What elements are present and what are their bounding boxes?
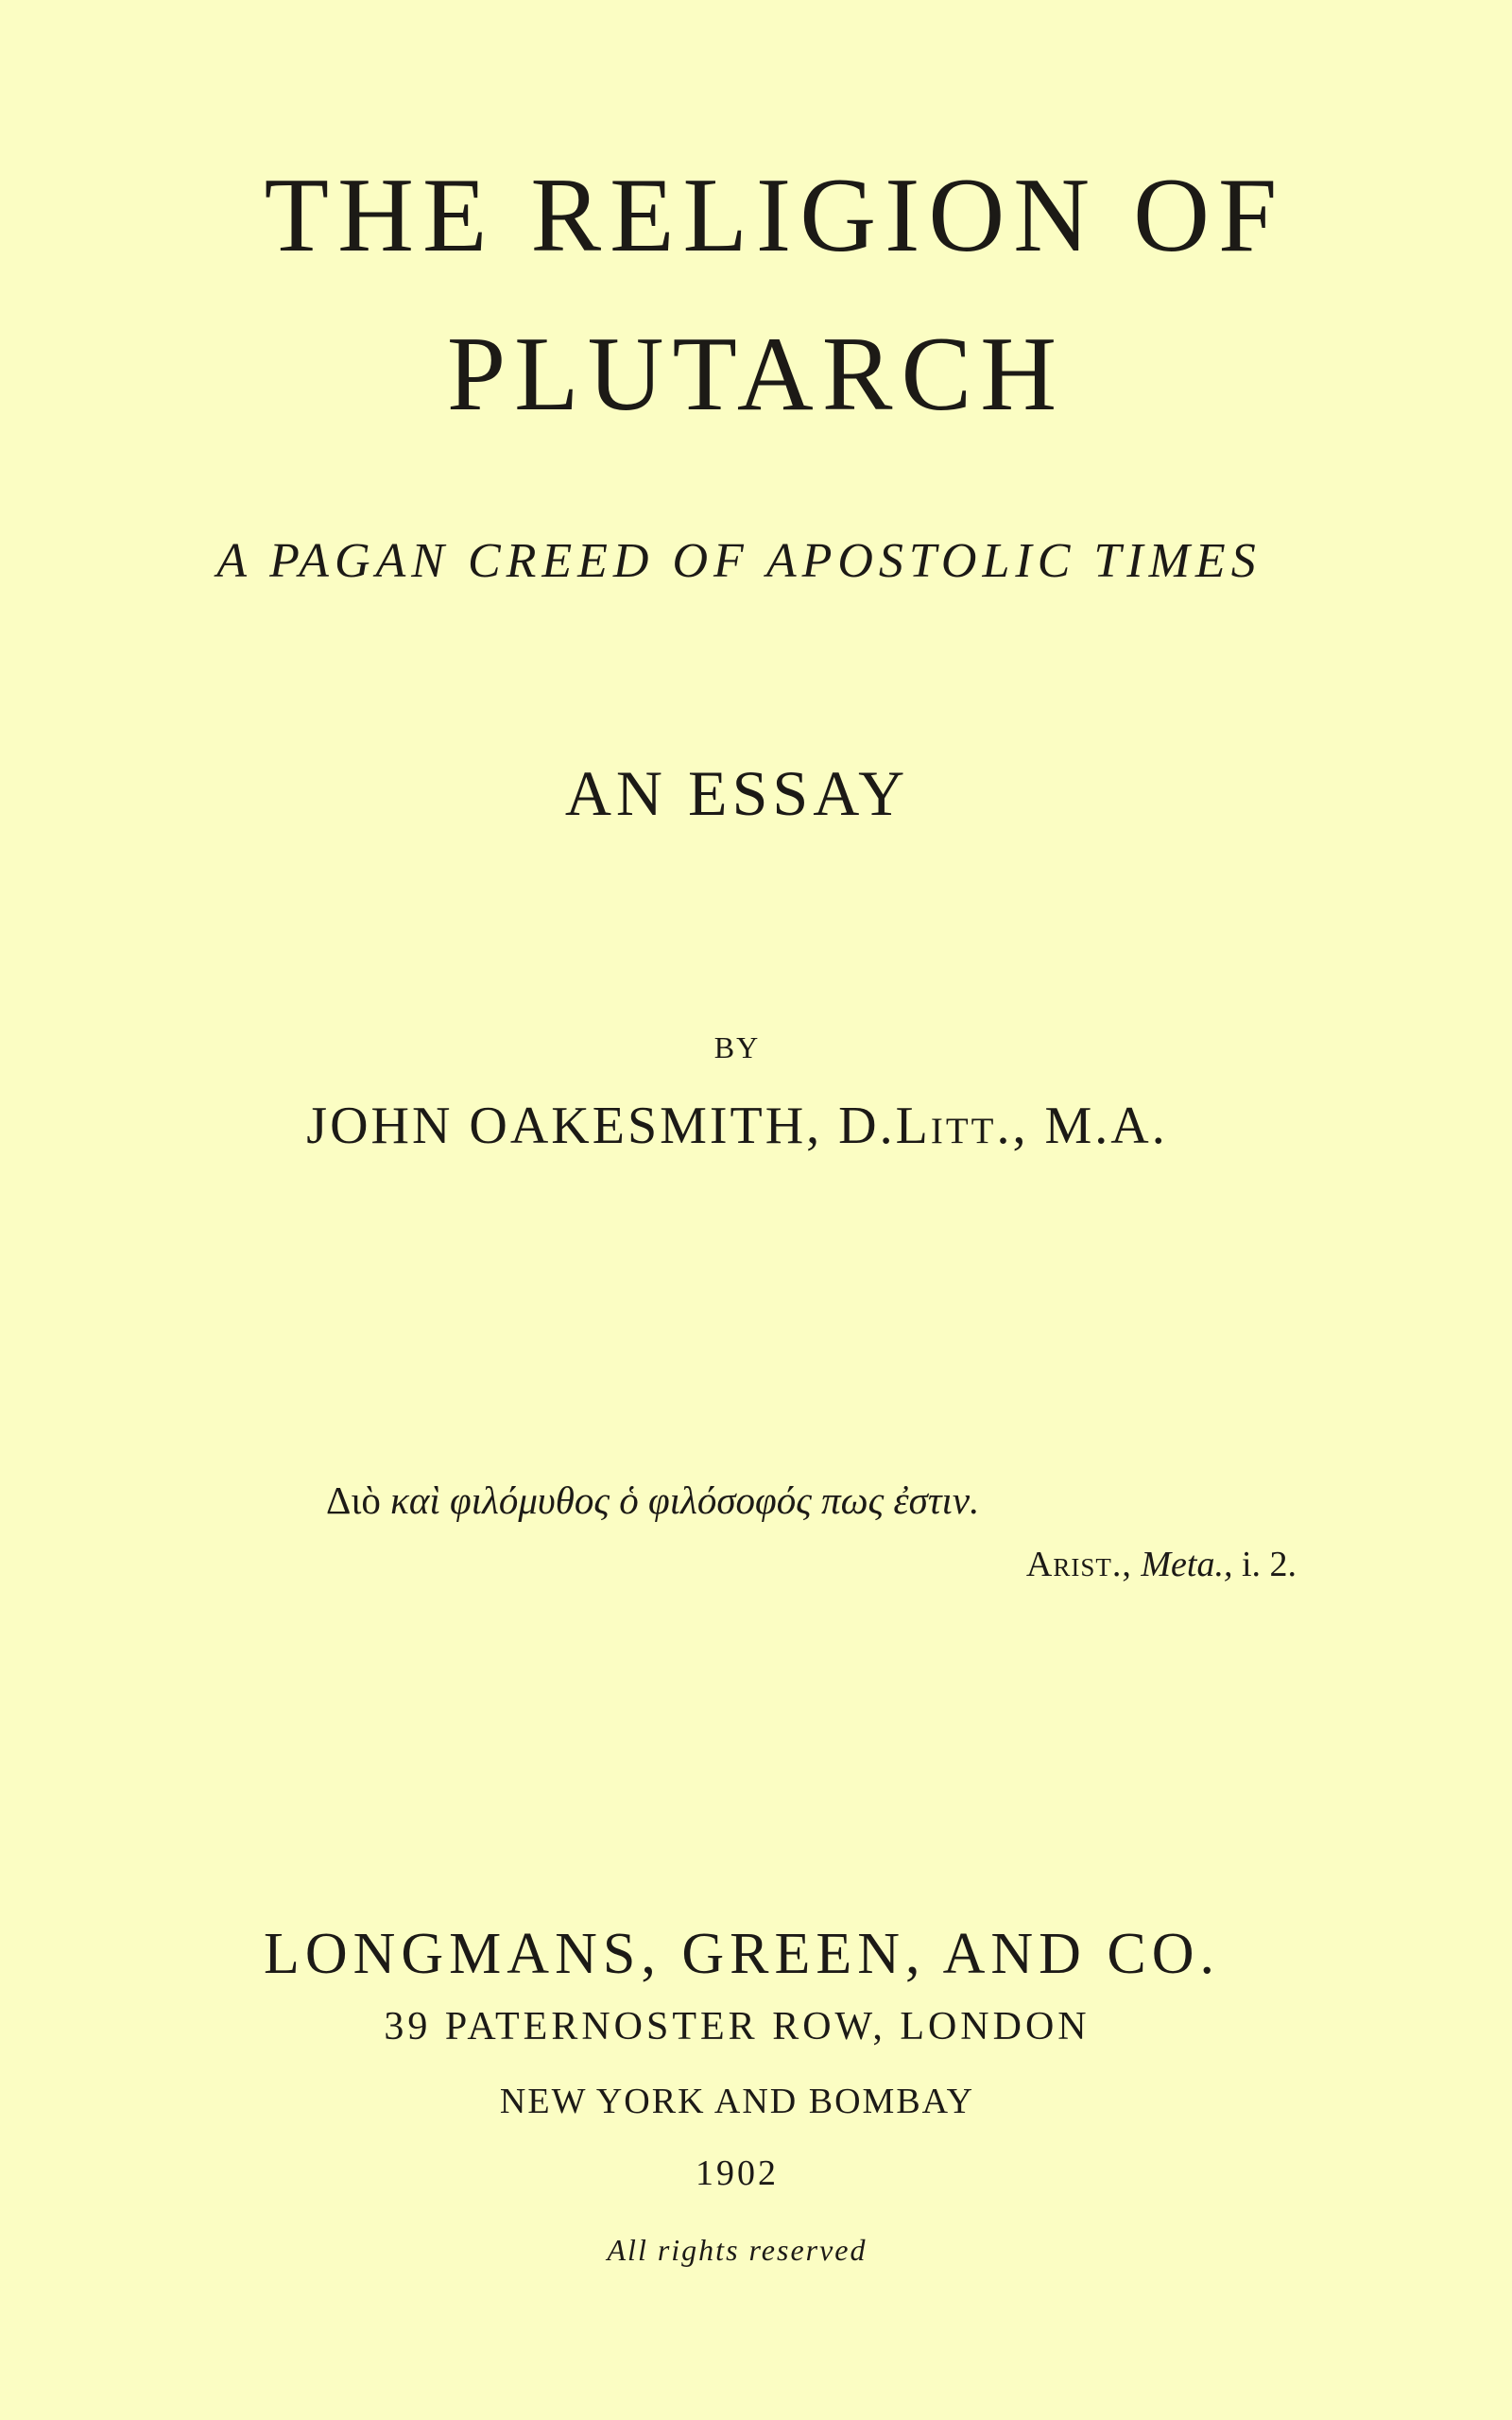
publisher-name: LONGMANS, GREEN, AND CO.: [263, 1922, 1221, 1986]
epigraph-first-word: Διὸ: [326, 1478, 381, 1522]
epigraph-source-work: Meta.,: [1141, 1545, 1233, 1584]
publisher-cities: NEW YORK AND BOMBAY: [499, 2082, 975, 2121]
author-name: [0, 1097, 1493, 1155]
author-degree: Litt.: [895, 1097, 1013, 1155]
author-suffix: , M.A.: [1012, 1097, 1168, 1155]
epigraph-quote: [326, 1478, 980, 1522]
rights-notice: All rights reserved: [607, 2233, 868, 2267]
epigraph-source: [1026, 1547, 1297, 1582]
essay-label: AN ESSAY: [564, 757, 910, 829]
by-label: BY: [713, 1030, 761, 1064]
publication-year: 1902: [696, 2153, 779, 2193]
author-name-main: JOHN OAKESMITH, D.: [306, 1097, 896, 1155]
publisher-address: 39 PATERNOSTER ROW, LONDON: [384, 2005, 1091, 2048]
subtitle: A PAGAN CREED OF APOSTOLIC TIMES: [216, 534, 1262, 588]
title-line-2: PLUTARCH: [446, 316, 1066, 433]
epigraph-source-ref: i. 2.: [1241, 1545, 1297, 1584]
title-line-1: THE RELIGION OF: [264, 157, 1286, 274]
epigraph-source-author: Arist.,: [1025, 1545, 1132, 1584]
epigraph-text: καὶ φιλόμυθος ὁ φιλόσοφός πως ἐστιν.: [390, 1478, 980, 1522]
